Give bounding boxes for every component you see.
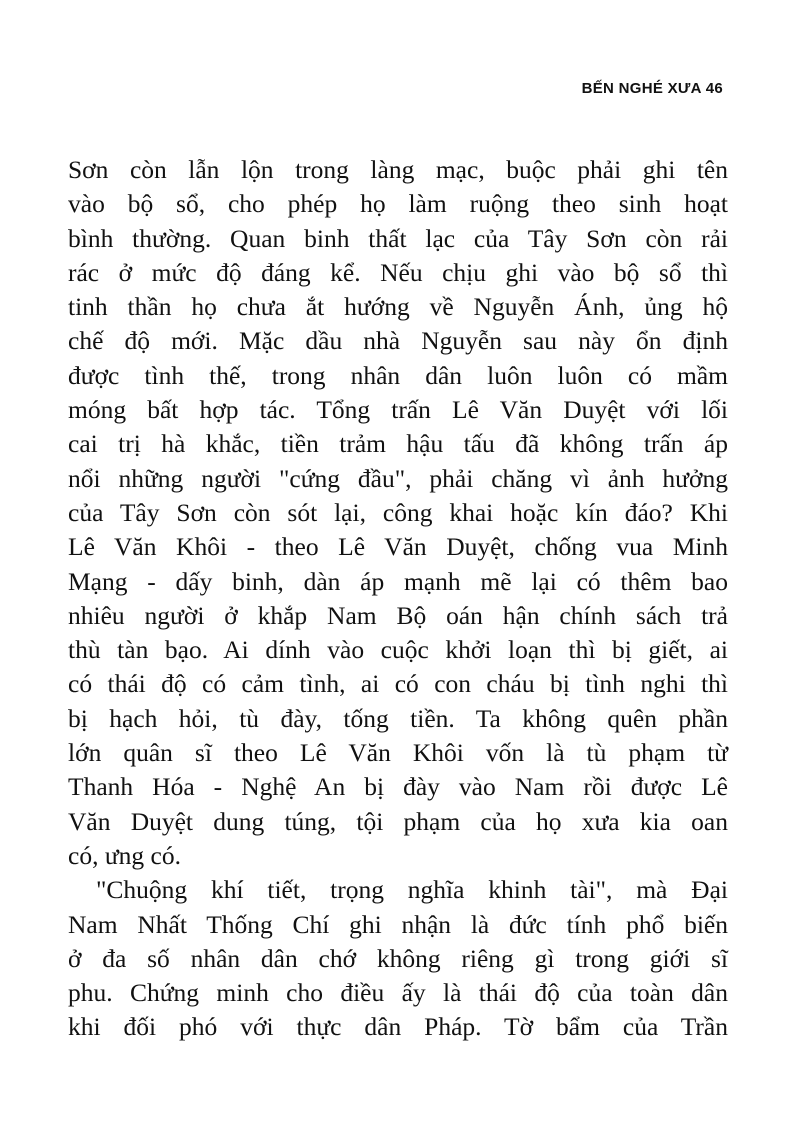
text-line: tinh thần họ chưa ắt hướng về Nguyễn Ánh, ủng hộ [68,292,728,322]
text-line: có, ưng có. [68,840,181,870]
text-line: nổi những người "cứng đầu", phải chăng vì ảnh hưởng [68,463,728,493]
body-text [68,153,728,1045]
text-line: lớn quân sĩ theo Lê Văn Khôi vốn là tù phạm từ [68,738,728,768]
text-line: Sơn còn lẫn lộn trong làng mạc, buộc phải ghi tên [68,155,728,184]
text-line: có thái độ có cảm tình, ai có con cháu bị tình nghi thì [68,669,728,699]
text-line: Mạng - dấy binh, dàn áp mạnh mẽ lại có thêm bao [68,566,728,596]
text-line: Văn Duyệt dung túng, tội phạm của họ xưa kia oan [68,806,728,836]
text-line: phu. Chứng minh cho điều ấy là thái độ của toàn dân [68,978,728,1008]
text-line: khi đối phó với thực dân Pháp. Tờ bẩm của Trần [68,1012,728,1042]
text-line: bị hạch hỏi, tù đày, tống tiền. Ta không quên phần [68,703,728,733]
paragraph [68,153,728,873]
text-line: cai trị hà khắc, tiền trảm hậu tấu đã không trấn áp [68,429,728,459]
text-line: nhiêu người ở khắp Nam Bộ oán hận chính sách trả [68,600,728,630]
text-line: Thanh Hóa - Nghệ An bị đày vào Nam rồi được Lê [68,772,728,802]
text-line: móng bất hợp tác. Tổng trấn Lê Văn Duyệt với lối [68,395,728,425]
text-line: được tình thế, trong nhân dân luôn luôn có mầm [68,360,728,390]
running-header: BẾN NGHÉ XƯA 46 [581,80,723,97]
text-line: ở đa số nhân dân chớ không riêng gì trong giới sĩ [68,943,728,973]
text-line: chế độ mới. Mặc dầu nhà Nguyễn sau này ổn định [68,326,728,356]
text-line: của Tây Sơn còn sót lại, công khai hoặc kín đáo? Khi [68,497,728,527]
text-line: Lê Văn Khôi - theo Lê Văn Duyệt, chống vua Minh [68,532,728,562]
text-line: vào bộ sổ, cho phép họ làm ruộng theo sinh hoạt [68,189,728,219]
text-line: thù tàn bạo. Ai dính vào cuộc khởi loạn thì bị giết, ai [68,635,728,665]
text-line: rác ở mức độ đáng kể. Nếu chịu ghi vào bộ sổ thì [68,257,728,287]
paragraph [68,873,728,1044]
text-line: Nam Nhất Thống Chí ghi nhận là đức tính phổ biến [68,909,728,939]
text-line: bình thường. Quan binh thất lạc của Tây Sơn còn rải [68,223,728,253]
text-line: "Chuộng khí tiết, trọng nghĩa khinh tài", mà Đại [96,875,728,905]
